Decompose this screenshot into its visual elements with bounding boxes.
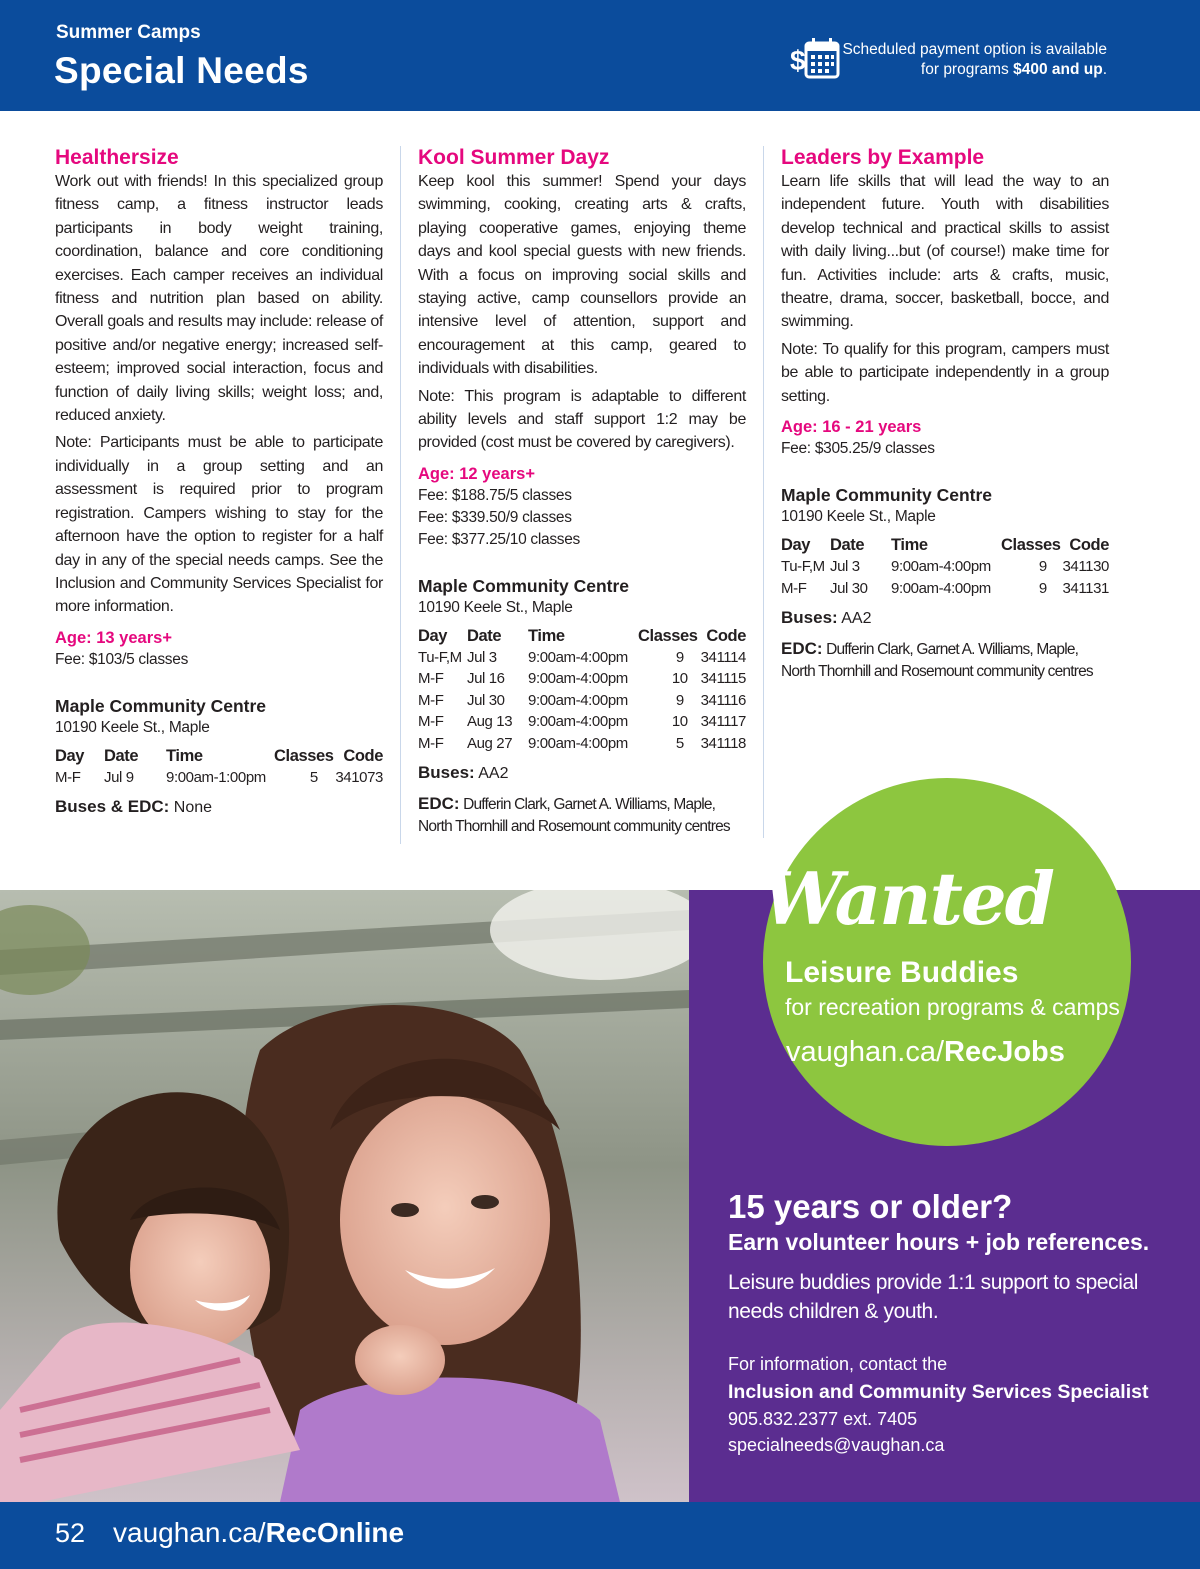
program-leaders-by-example [781,146,1109,683]
venue-name: Maple Community Centre [418,575,629,596]
table-row: Tu-F,M Jul 3 9:00am-4:00pm 9 341130 [781,558,1109,576]
program-age: Age: 16 - 21 years [781,418,922,437]
dollar-calendar-icon [790,36,840,80]
program-title: Healthersize [55,146,179,169]
table-row: M-F Jul 30 9:00am-4:00pm 9 341116 [418,691,746,709]
schedule-table [781,534,1109,599]
table-row: M-F Jul 30 9:00am-4:00pm 9 341131 [781,579,1109,597]
contact-email[interactable]: specialneeds@vaughan.ca [728,1435,945,1455]
program-description: Keep kool this summer! Spend your days swimming, cooking, creating arts & crafts, playing cooperative games, enjoying theme days and kool special guests with new friends. With a focus on improving social skills and staying active, camp counsellors provide an intensive level of attention, support and encouragement at this camp, geared to individuals with disabilities. [418,173,746,378]
venue-name: Maple Community Centre [55,695,266,716]
column-divider [763,146,764,838]
venue-address: 10190 Keele St., Maple [781,508,936,526]
table-row: M-F Aug 13 9:00am-4:00pm 10 341117 [418,713,746,731]
program-fee: Fee: $103/5 classes [55,650,189,668]
children-photo [0,890,689,1502]
program-description: Learn life skills that will lead the way to an independent future. Youth with disabilities develop technical and practical skills to assist with daily living...but (of course!) make time for fun. Activities include: arts & crafts, music, theatre, drama, soccer, basketball, bocce, and swimming. [781,173,1109,331]
leisure-buddies-title: Leisure Buddies [785,956,1019,989]
buses-info: Buses: AA2 [418,763,509,783]
payment-option-note: Scheduled payment option is available for programs $400 and up. [842,41,1107,78]
venue-name: Maple Community Centre [781,485,992,506]
column-divider [400,146,401,844]
table-header-row: Day Date Time Classes Code [781,536,1109,555]
table-row: M-F Jul 9 9:00am-1:00pm 5 341073 [55,768,383,786]
reconline-link[interactable]: vaughan.ca/RecOnline [113,1517,405,1548]
leisure-buddies-subtitle: for recreation programs & camps [785,994,1120,1020]
venue-address: 10190 Keele St., Maple [418,598,573,616]
leisure-buddies-description: Leisure buddies provide 1:1 support to special needs children & youth. [728,1271,1139,1323]
page-number: 52 [55,1518,86,1548]
page-footer [0,1502,1200,1569]
table-row: Tu-F,M Jul 3 9:00am-4:00pm 9 341114 [418,648,746,666]
schedule-table [55,745,383,789]
photo-illustration [0,890,689,1502]
section-label: Summer Camps [56,22,201,43]
program-kool-summer-dayz [418,146,746,838]
program-note: Note: Participants must be able to participate individually in a group setting and an assessment is required prior to program registration. Campers wishing to stay for the afternoon have the option to register for a half day in any of the special needs camps. See the Inclusion and Community Services Specialist for more information. [55,434,383,616]
table-header-row: Day Date Time Classes Code [55,746,383,765]
contact-phone: 905.832.2377 ext. 7405 [728,1409,918,1429]
program-fee: Fee: $339.50/9 classes [418,508,572,526]
program-age: Age: 12 years+ [418,464,535,483]
recjobs-link[interactable]: vaughan.ca/RecJobs [786,1036,1065,1068]
program-description: Work out with friends! In this specialized group fitness camp, a fitness instructor leads participants in body weight training, coordination, balance and core conditioning exercises. Each camper receives an individual fitness and nutrition plan based on ability. Overall goals and results may include: release of positive and/or negative energy; increased self-esteem; improved social interaction, focus and function of daily living skills; weight loss; and, reduced anxiety. [55,173,383,425]
page-title: Special Needs [54,50,309,91]
program-title: Kool Summer Dayz [418,146,610,169]
edc-info: EDC: Dufferin Clark, Garnet A. Williams, Maple, North Thornhill and Rosemount community centres [418,794,730,836]
table-row: M-F Aug 27 9:00am-4:00pm 5 341118 [418,734,746,752]
contact-info: For information, contact the Inclusion and Community Services Specialist 905.832.2377 ext. 7405 specialneeds@vaughan.ca [728,1350,1148,1458]
table-header-row: Day Date Time Classes Code [418,626,746,645]
program-healthersize [55,146,383,819]
program-fee: Fee: $188.75/5 classes [418,486,572,504]
buses-info: Buses: AA2 [781,608,872,628]
program-age: Age: 13 years+ [55,628,172,647]
program-fee: Fee: $377.25/10 classes [418,530,580,548]
page-header [0,0,1200,111]
buses-edc: Buses & EDC: None [55,797,213,817]
venue-address: 10190 Keele St., Maple [55,718,210,736]
age-question: 15 years or older? [728,1188,1013,1225]
edc-info: EDC: Dufferin Clark, Garnet A. Williams, Maple, North Thornhill and Rosemount community centres [781,639,1093,681]
svg-text:$: $ [790,45,806,76]
program-title: Leaders by Example [781,146,985,169]
program-note: Note: To qualify for this program, campers must be able to participate independently in a group setting. [781,340,1109,405]
program-note: Note: This program is adaptable to different ability levels and staff support 1:2 may be provided (cost must be covered by caregivers). [418,387,746,452]
schedule-table [418,625,746,755]
program-fee: Fee: $305.25/9 classes [781,440,935,458]
volunteer-benefit: Earn volunteer hours + job references. [728,1229,1150,1255]
wanted-heading: Wanted [762,856,1054,941]
table-row: M-F Jul 16 9:00am-4:00pm 10 341115 [418,670,746,688]
